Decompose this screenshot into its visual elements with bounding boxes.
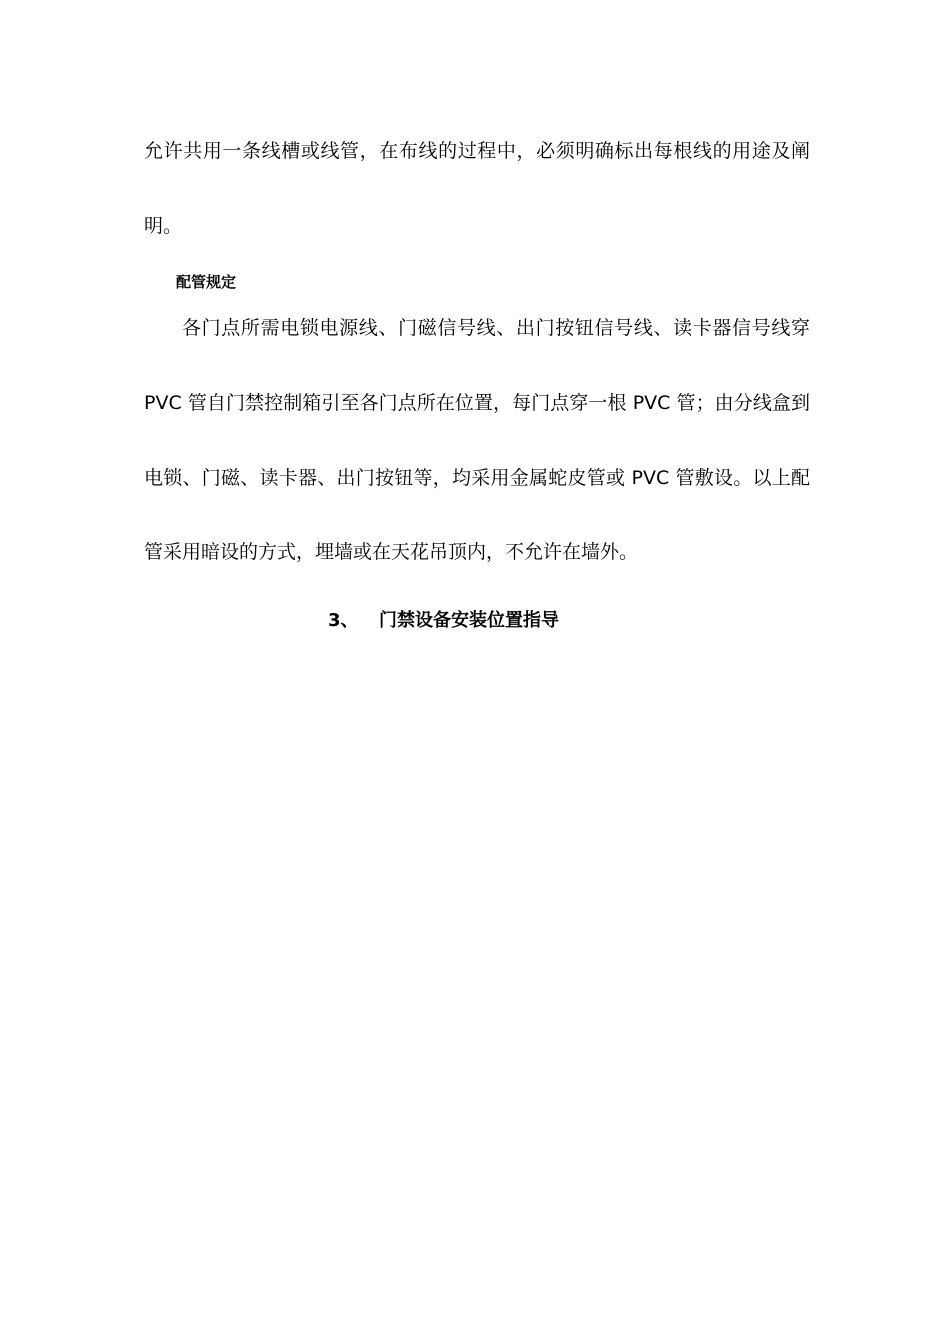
paragraph-line: 电锁、门磁、读卡器、出门按钮等，均采用金属蛇皮管或 PVC 管敷设。以上配	[144, 467, 810, 489]
section-number: 3、	[328, 610, 359, 631]
paragraph-first-line: 各门点所需电锁电源线、门磁信号线、出门按钮信号线、读卡器信号线穿	[182, 317, 810, 339]
paragraph-last-line: 管采用暗设的方式，埋墙或在天花吊顶内，不允许在墙外。	[144, 541, 639, 563]
body-text-line: 允许共用一条线槽或线管，在布线的过程中，必须明确标出每根线的用途及阐	[144, 140, 810, 162]
body-text-line: 明。	[144, 215, 183, 237]
section-title: 门禁设备安装位置指导	[379, 610, 559, 631]
paragraph-line: PVC 管自门禁控制箱引至各门点所在位置，每门点穿一根 PVC 管；由分线盒到	[144, 392, 810, 414]
subheading-pipe-rules: 配管规定	[176, 273, 237, 291]
